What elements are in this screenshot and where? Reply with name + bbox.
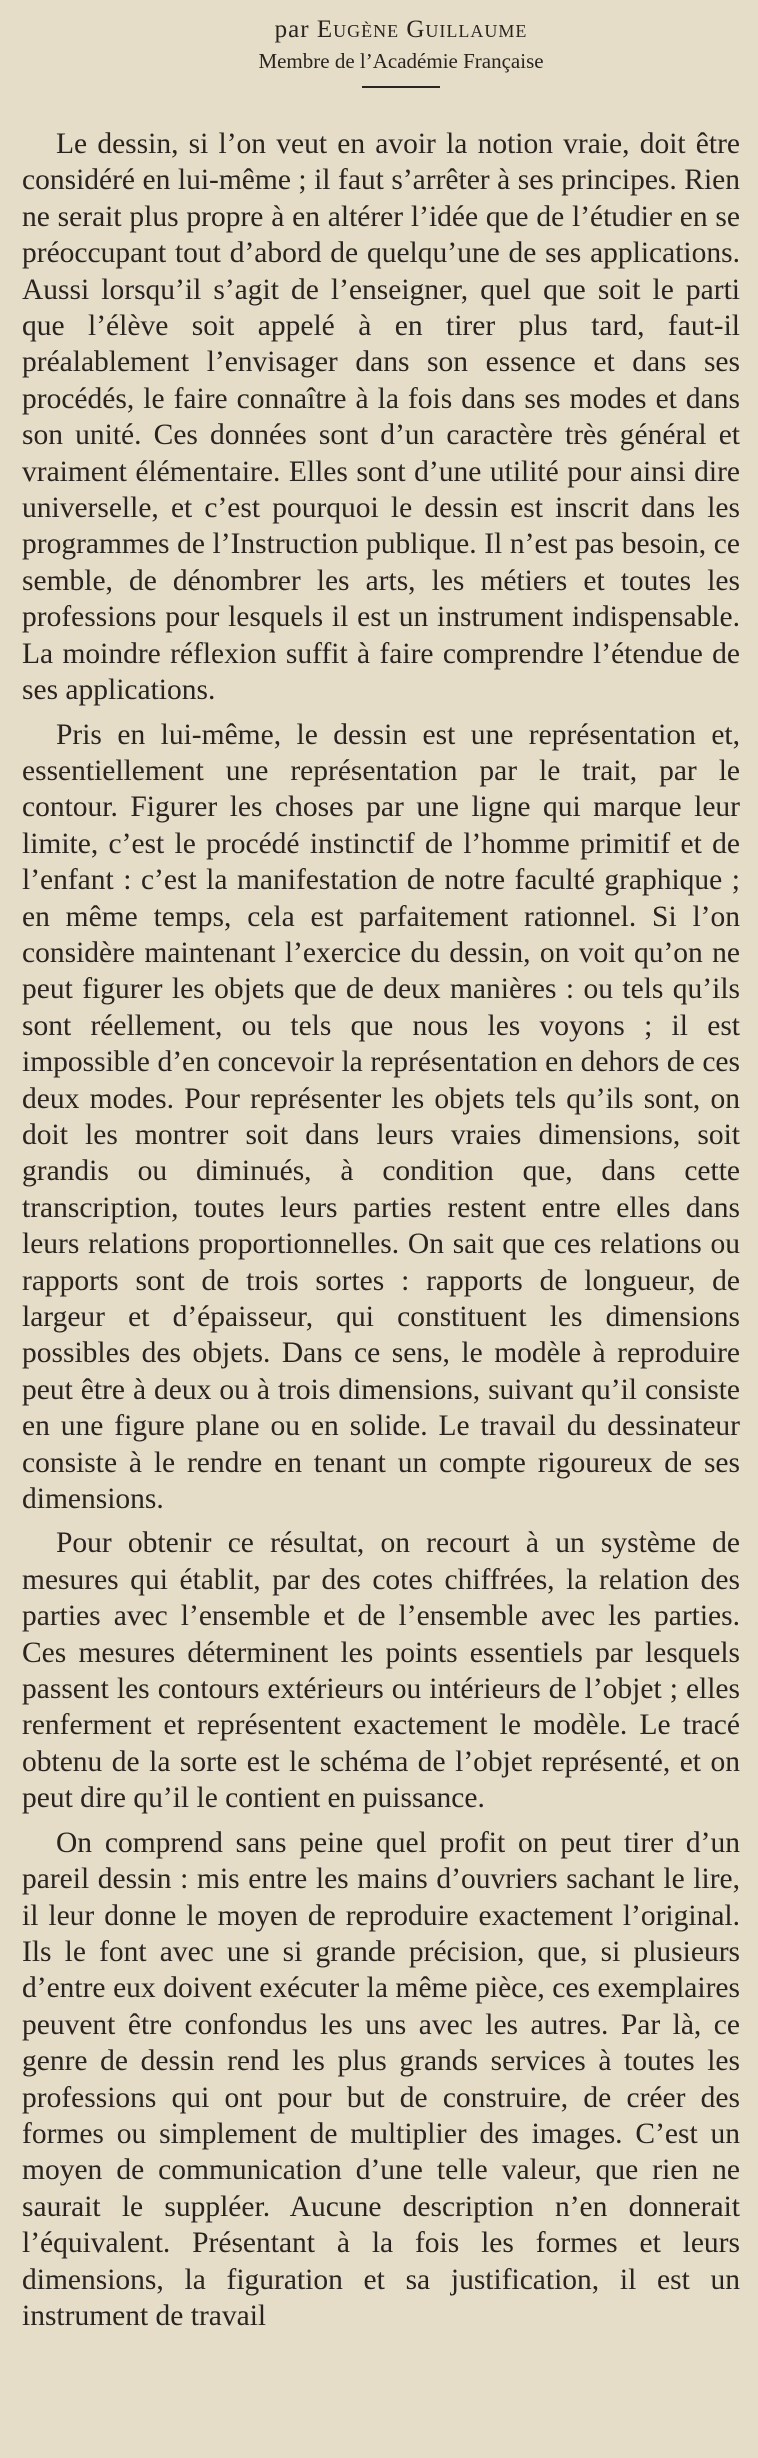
article-header	[62, 14, 740, 88]
paragraph-1: Le dessin, si l’on veut en avoir la notion vraie, doit être considéré en lui-même ; il faut s’arrêter à ses principes. Rien ne serait plus propre à en altérer l’idée que de l’étudier en se préoccupant tout d’abord de quelqu’une de ses applications. Aussi lorsqu’il s’agit de l’enseigner, quel que soit le parti que l’élève soit appelé à en tirer plus tard, faut-il préalablement l’envisager dans son essence et dans ses procédés, le faire connaître à la fois dans ses modes et dans son unité. Ces données sont d’un caractère très général et vraiment élémentaire. Elles sont d’une utilité pour ainsi dire universelle, et c’est pourquoi le dessin est inscrit dans les programmes de l’Instruction publique. Il n’est pas besoin, ce semble, de dénombrer les arts, les métiers et toutes les professions pour lesquels il est un instrument indispensable. La moindre réflexion suffit à faire comprendre l’étendue de ses applications.	[22, 128, 740, 707]
paragraph-4: On comprend sans peine quel profit on peut tirer d’un pareil dessin : mis entre les mains d’ouvriers sachant le lire, il leur donne le moyen de reproduire exactement l’original. Ils le font avec une si grande précision, que, si plusieurs d’entre eux doivent exécuter la même pièce, ces exemplaires peuvent être confondus les uns avec les autres. Par là, ce genre de dessin rend les plus grands services à toutes les professions qui ont pour but de construire, de créer des formes ou simplement de multiplier des images. C’est un moyen de communication d’une telle valeur, que rien ne saurait le suppléer. Aucune description n’en donnerait l’équivalent. Présentant à la fois les formes et leurs dimensions, la figuration et sa justification, il est un instrument de travail	[22, 1826, 740, 2332]
paragraph-2: Pris en lui-même, le dessin est une représentation et, essentiellement une représentation par le trait, par le contour. Figurer les choses par une ligne qui marque leur limite, c’est le procédé instinctif de l’homme primitif et de l’enfant : c’est la manifestation de notre faculté graphique ; en même temps, cela est parfaitement rationnel. Si l’on considère maintenant l’exercice du dessin, on voit qu’on ne peut figurer les objets que de deux manières : ou tels qu’ils sont réellement, ou tels que nous les voyons ; il est impossible d’en concevoir la représentation en dehors de ces deux modes. Pour représenter les objets tels qu’ils sont, on doit les montrer soit dans leurs vraies dimensions, soit grandis ou diminués, à condition que, dans cette transcription, toutes leurs parties restent entre elles dans leurs relations proportionnelles. On sait que ces relations ou rapports sont de trois sortes : rapports de longueur, de largeur et d’épaisseur, qui constituent les dimensions possibles des objets. Dans ce sens, le modèle à reproduire peut être à deux ou à trois dimensions, suivant qu’il consiste en une figure plane ou en solide. Le travail du dessinateur consiste à le rendre en tenant un compte rigoureux de ses dimensions.	[22, 718, 740, 1516]
article-body	[22, 126, 740, 2334]
author-affiliation: Membre de l’Académie Française	[258, 49, 544, 73]
paragraph-3: Pour obtenir ce résultat, on recourt à un système de mesures qui établit, par des cotes chiffrées, la relation des parties avec l’ensemble et de l’ensemble avec les parties. Ces mesures déterminent les points essentiels par lesquels passent les contours extérieurs ou intérieurs de l’objet ; elles renferment et représentent exactement le modèle. Le tracé obtenu de la sorte est le schéma de l’objet représenté, et on peut dire qu’il le contient en puissance.	[22, 1527, 740, 1815]
header-divider	[362, 86, 440, 88]
byline	[62, 14, 740, 46]
author-name: Eugène Guillaume	[316, 16, 528, 43]
byline-prefix: par	[274, 16, 310, 43]
